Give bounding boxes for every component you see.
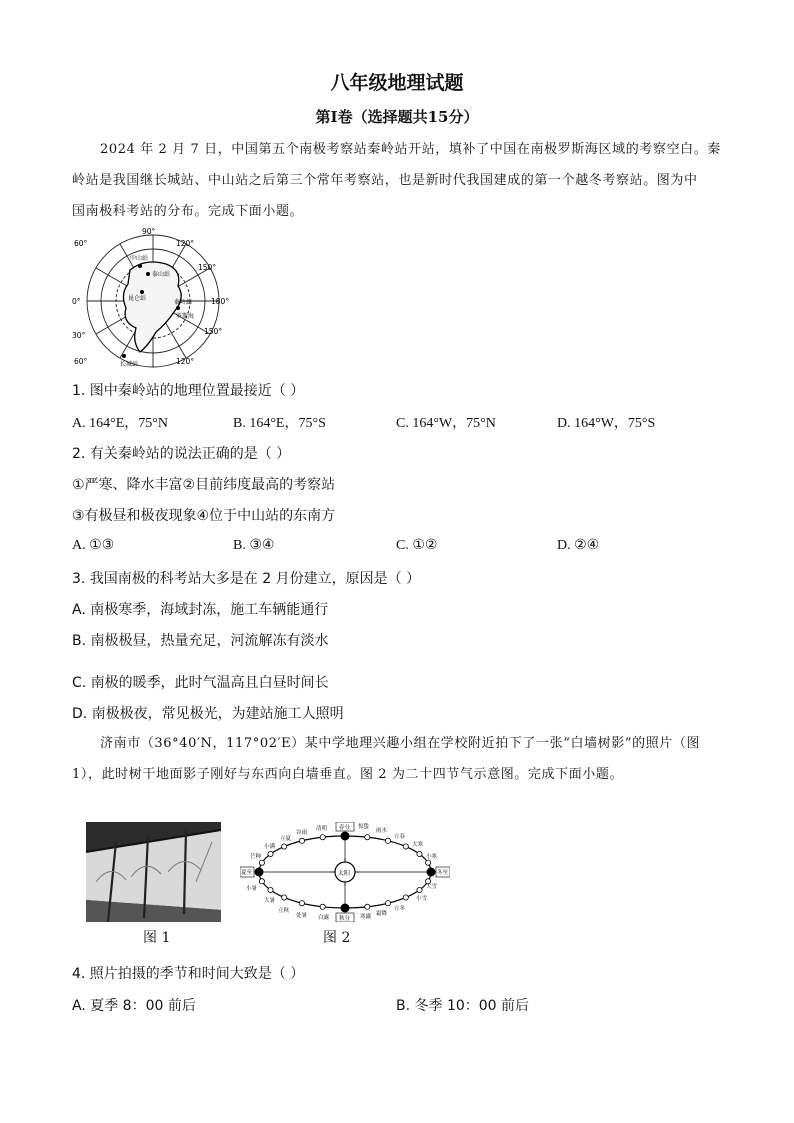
lon-label-0: 0°	[72, 297, 81, 306]
orbit-marker	[385, 901, 390, 906]
kunlun-station-label: 昆仑站	[128, 295, 147, 302]
question-2-statement-line-1: ①严寒、降水丰富②目前纬度最高的考察站	[72, 477, 336, 493]
intro-line: 济南市（36°40′N，117°02′E）某中学地理兴趣小组在学校附近拍下了一张“白墙树影”的照片（图	[100, 736, 701, 751]
question-4-option-a[interactable]: A. 夏季 8：00 前后	[72, 998, 196, 1014]
term-lidong: 立冬	[394, 906, 406, 912]
orbit-marker	[268, 887, 273, 892]
qinling-station-marker	[176, 306, 180, 310]
question-3-option-a[interactable]: A. 南极寒季，海域封冻，施工车辆能通行	[72, 602, 329, 618]
lon-label-180: 180°	[211, 297, 230, 306]
term-yushui: 雨水	[376, 828, 388, 834]
qinling-station-label: 秦岭站	[174, 299, 193, 306]
lon-label-60-bottom: 60°	[74, 357, 88, 366]
orbit-marker	[320, 904, 325, 909]
term-hanlu: 寒露	[360, 914, 372, 920]
lon-label-30: 30°	[72, 331, 86, 340]
term-dashu: 大暑	[264, 898, 276, 904]
term-liqiu: 立秋	[278, 908, 290, 914]
intro-paragraph-2	[72, 728, 722, 790]
question-2-stem: 2. 有关秦岭站的说法正确的是（ ）	[72, 446, 291, 462]
term-xiaoshu: 小暑	[246, 886, 258, 892]
term-bailu: 白露	[318, 915, 330, 921]
exam-title: 八年级地理试题	[330, 72, 464, 94]
orbit-marker	[259, 860, 264, 865]
orbit-marker	[299, 838, 304, 843]
term-chushu: 处暑	[296, 913, 308, 919]
intro-line: 岭站是我国继长城站、中山站之后第三个常年考察站，也是新时代我国建成的第一个越冬考察站。图为中	[72, 173, 698, 188]
term-guyu: 谷雨	[296, 830, 308, 836]
figure-1-caption: 图 1	[143, 930, 171, 946]
term-qingming: 清明	[316, 826, 328, 832]
lon-label-150-top: 150°	[198, 263, 217, 272]
question-2-option-a[interactable]: A. ①③	[72, 538, 115, 553]
term-daxue: 大雪	[426, 884, 438, 890]
section-title: 第Ⅰ卷（选择题共15分）	[315, 108, 479, 126]
question-3-stem: 3. 我国南极的科考站大多是在 2 月份建立，原因是（ ）	[72, 571, 421, 587]
orbit-marker	[417, 887, 422, 892]
orbit-marker	[417, 851, 422, 856]
question-2-option-d[interactable]: D. ②④	[557, 538, 600, 553]
zhongshan-station-label: 中山站	[130, 255, 149, 262]
orbit-marker	[365, 904, 370, 909]
orbit-marker	[299, 901, 304, 906]
question-4-option-b[interactable]: B. 冬季 10：00 前后	[396, 998, 530, 1014]
orbit-marker	[282, 844, 287, 849]
question-3-option-c[interactable]: C. 南极的暖季，此时气温高且白昼时间长	[72, 675, 329, 691]
question-2-option-b[interactable]: B. ③④	[233, 538, 275, 553]
term-shuangjiang: 霜降	[376, 911, 388, 917]
orbit-marker	[282, 895, 287, 900]
orbit-marker	[268, 851, 273, 856]
lon-label-120-bottom: 120°	[176, 357, 195, 366]
orbit-marker	[259, 879, 264, 884]
question-3-option-d[interactable]: D. 南极极夜，常见极光，为建站施工人照明	[72, 706, 344, 722]
orbit-marker	[320, 835, 325, 840]
question-2-statement-line-2: ③有极昼和极夜现象④位于中山站的东南方	[72, 508, 336, 524]
lon-label-150-bottom: 150°	[204, 327, 223, 336]
changcheng-station-label: 长城站	[120, 361, 139, 368]
question-3-option-b[interactable]: B. 南极极昼，热量充足，河流解冻有淡水	[72, 633, 329, 649]
intro-paragraph-1	[72, 134, 722, 227]
question-4-stem: 4. 照片拍摄的季节和时间大致是（ ）	[72, 966, 305, 982]
figure-2-caption: 图 2	[323, 930, 351, 946]
term-lixia: 立夏	[280, 836, 292, 842]
kunlun-station-marker	[140, 290, 144, 294]
sun-label: 太阳	[338, 870, 351, 877]
intro-line: 1），此时树干地面影子刚好与东西向白墙垂直。图 2 为二十四节气示意图。完成下面小题。	[72, 767, 624, 782]
term-dongzhi: 冬至	[437, 870, 449, 876]
taishan-station-marker	[146, 272, 150, 276]
changcheng-station-marker	[122, 354, 126, 358]
term-xiaoxue: 小雪	[416, 896, 428, 902]
antarctica-stations-map	[70, 228, 240, 374]
term-qiufen: 秋分	[339, 916, 351, 922]
question-2-option-c[interactable]: C. ①②	[396, 538, 438, 553]
term-xiaohan: 小寒	[426, 854, 438, 860]
question-1-stem: 1. 图中秦岭站的地理位置最接近（ ）	[72, 383, 305, 399]
term-chunfen: 春分	[339, 825, 351, 831]
orbit-marker	[426, 860, 431, 865]
white-wall-tree-shadow-photo	[86, 822, 221, 922]
question-1-option-c[interactable]: C. 164°W，75°N	[396, 416, 496, 431]
question-1-option-d[interactable]: D. 164°W，75°S	[557, 416, 656, 431]
solar-terms-orbit-diagram	[240, 822, 450, 922]
lon-label-60-top: 60°	[74, 239, 88, 248]
question-1-option-b[interactable]: B. 164°E，75°S	[233, 416, 326, 431]
term-mangzhong: 芒种	[250, 854, 262, 860]
taishan-station-label: 泰山站	[152, 271, 171, 278]
orbit-marker	[385, 838, 390, 843]
zhongshan-station-marker	[138, 264, 142, 268]
term-xiazhi: 夏至	[241, 870, 253, 876]
term-xiaoman: 小满	[264, 844, 276, 850]
term-lichun: 立春	[394, 834, 406, 840]
question-1-option-a[interactable]: A. 164°E，75°N	[72, 416, 168, 431]
ross-sea-label: 罗斯海	[176, 313, 195, 320]
orbit-marker	[403, 844, 408, 849]
lon-label-90: 90°	[142, 228, 156, 236]
orbit-marker	[403, 895, 408, 900]
lon-label-120-top: 120°	[176, 239, 195, 248]
term-jingzhe: 惊蛰	[358, 824, 370, 830]
intro-line: 2024 年 2 月 7 日，中国第五个南极考察站秦岭站开站，填补了中国在南极罗斯海区域的考察空白。秦	[100, 142, 721, 157]
intro-line: 国南极科考站的分布。完成下面小题。	[72, 204, 304, 219]
term-dahan: 大寒	[412, 842, 424, 848]
orbit-marker	[365, 835, 370, 840]
